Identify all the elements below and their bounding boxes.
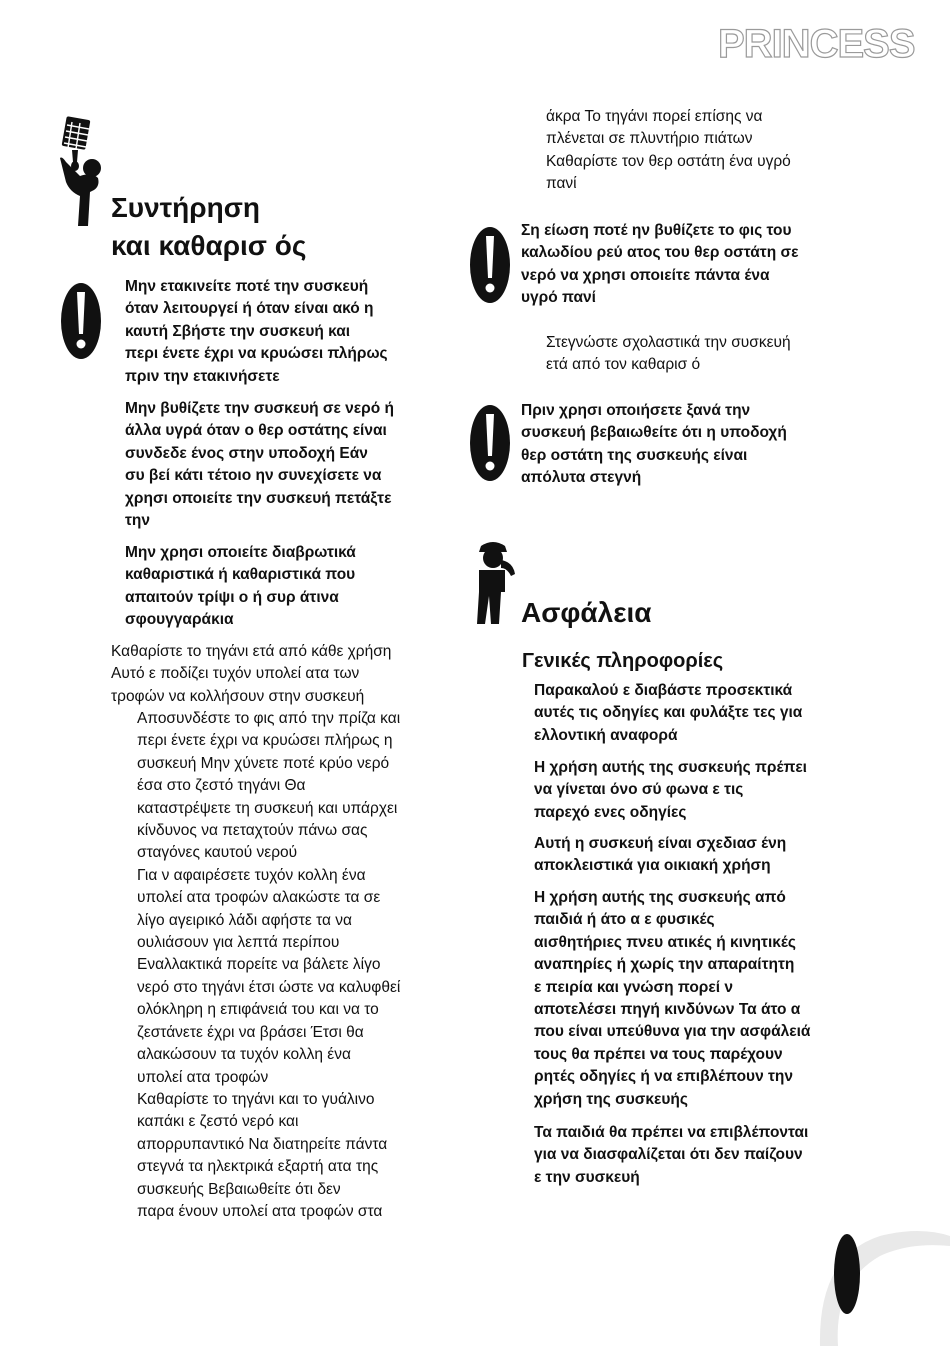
safety-children-disabilities bbox=[534, 887, 884, 1111]
safety-title: Ασφάλεια bbox=[521, 597, 652, 628]
safety-read-instructions bbox=[534, 680, 884, 747]
warning-immerse-device-text: Μην βυθίζετε την συσκευή σε νερό ή άλλα υγρά όταν ο θερ οστάτης είναι συνδεδε ένος στην υποδοχή Εάν συ βεί κάτι τέτοιο ην συνεχίσετε να χρησι οποιείτε την συσκευή πετάξτε την bbox=[125, 400, 394, 530]
safety-household-use-text: Αυτή η συσκευή είναι σχεδιασ ένη αποκλειστικά για οικιακή χρήση bbox=[534, 835, 787, 875]
safety-read-instructions-text: Παρακαλού ε διαβάστε προσεκτικά αυτές τις οδηγίες και φυλάξτε τες για ελλοντική αναφορά bbox=[534, 682, 803, 744]
cleaning-continued bbox=[546, 106, 886, 196]
safety-subtitle: Γενικές πληροφορίες bbox=[522, 650, 724, 672]
note-plug bbox=[521, 220, 881, 310]
warning-immerse-device bbox=[125, 398, 465, 532]
maintenance-title bbox=[111, 189, 306, 265]
safety-use-per-instructions-text: Η χρήση αυτής της συσκευής πρέπει να γίνεται όνο σύ φωνα ε τις παρεχό ενες οδηγίες bbox=[534, 759, 807, 821]
warning-move-device bbox=[125, 276, 465, 388]
warning-abrasives-text: Μην χρησι οποιείτε διαβρωτικά καθαριστικά ή καθαριστικά που απαιτούν τρίψι ο ή συρ άτινα σφουγγαράκια bbox=[125, 544, 356, 629]
warning-dry-socket bbox=[521, 400, 881, 490]
page-corner-decoration bbox=[800, 1226, 950, 1346]
cleaning-steps bbox=[137, 708, 467, 1223]
warning-move-device-text: Μην ετακινείτε ποτέ την συσκευή όταν λειτουργεί ή όταν είναι ακό η καυτή Σβήστε την συσκευή και περι ένετε έχρι να κρυώσει πλήρως πριν την ετακινήσετε bbox=[125, 278, 388, 385]
cleaning-continued-text: άκρα Το τηγάνι πορεί επίσης να πλένεται σε πλυντήριο πιάτων Καθαρίστε τον θερ οστάτη ένα υγρό πανί bbox=[546, 108, 791, 193]
brand-logo: PRINCESS bbox=[718, 22, 915, 66]
warning-dry-socket-text: Πριν χρησι οποιήσετε ξανά την συσκευή βεβαιωθείτε ότι η υποδοχή θερ οστάτη της συσκευής είναι απόλυτα στεγνή bbox=[521, 402, 787, 487]
safety-supervise-children-text: Τα παιδιά θα πρέπει να επιβλέπονται για να διασφαλίζεται ότι δεν παίζουν ε την συσκευή bbox=[534, 1124, 809, 1186]
safety-use-per-instructions bbox=[534, 757, 884, 824]
safety-supervise-children bbox=[534, 1122, 884, 1189]
warning-exclamation-icon bbox=[469, 404, 511, 482]
maintenance-title-line1: Συντήρηση bbox=[111, 192, 260, 223]
cleaning-figure-icon bbox=[52, 116, 108, 228]
cleaning-intro-text: Καθαρίστε το τηγάνι ετά από κάθε χρήση Αυτό ε ποδίζει τυχόν υπολεί ατα των τροφών να κολλήσουν στην συσκευή bbox=[111, 643, 392, 705]
warning-exclamation-icon bbox=[469, 226, 511, 304]
warning-exclamation-icon bbox=[60, 282, 102, 360]
dry-instruction-text: Στεγνώστε σχολαστικά την συσκευή ετά από τον καθαρισ ό bbox=[546, 334, 791, 374]
note-plug-text: Ση είωση ποτέ ην βυθίζετε το φις του καλωδίου ρεύ ατος του θερ οστάτη σε νερό να χρησι οποιείτε πάντα ένα υγρό πανί bbox=[521, 222, 799, 307]
safety-household-use bbox=[534, 833, 884, 878]
right-column bbox=[475, 0, 950, 1346]
safety-figure-icon bbox=[471, 540, 523, 626]
maintenance-title-line2: και καθαρισ ός bbox=[111, 230, 307, 261]
warning-abrasives bbox=[125, 542, 465, 632]
cleaning-steps-text: Αποσυνδέστε το φις από την πρίζα και περι ένετε έχρι να κρυώσει πλήρως η συσκευή Μην χύνετε ποτέ κρύο νερό έσα στο ζεστό τηγάνι Θα καταστρέψετε τη συσκευή και υπάρχει κίνδυνος να πεταχτούν πάνω σας σταγόνες καυτού νερού Για ν αφαιρέσετε τυχόν κολλη ένα υπολεί ατα τροφών αλακώστε τα σε λίγο αγειρικό λάδι αφήστε τα να ουλιάσουν για λεπτά περίπου Εναλλακτικά πορείτε να βάλετε λίγο νερό στο τηγάνι έτσι ώστε να καλυφθεί ολόκληρη η επιφάνειά του και να το ζεστάνετε έχρι να βράσει Έτσι θα αλακώσουν τα τυχόν κολλη ένα υπολεί ατα τροφών Καθαρίστε το τηγάνι και το γυάλινο καπάκι ε ζεστό νερό και απορρυπαντικό Να διατηρείτε πάντα στεγνά τα ηλεκτρικά εξαρτή ατα της συσκευής Βεβαιωθείτε ότι δεν παρα ένουν υπολεί ατα τροφών στα bbox=[137, 710, 401, 1220]
cleaning-intro bbox=[111, 641, 461, 708]
dry-instruction bbox=[546, 332, 886, 377]
safety-children-disabilities-text: Η χρήση αυτής της συσκευής από παιδιά ή άτο α ε φυσικές αισθητήριες πνευ ατικές ή κινητικές αναπηρίες ή χωρίς την απαραίτητη ε πειρία και γνώση πορεί ν αποτελέσει πηγή κινδύνων Τα άτο α που είναι υπεύθυνα για την ασφάλειά τους θα πρέπει να τους παρέχουν ρητές οδηγίες ή να επιβλέπουν την χρήση της συσκευής bbox=[534, 889, 811, 1108]
